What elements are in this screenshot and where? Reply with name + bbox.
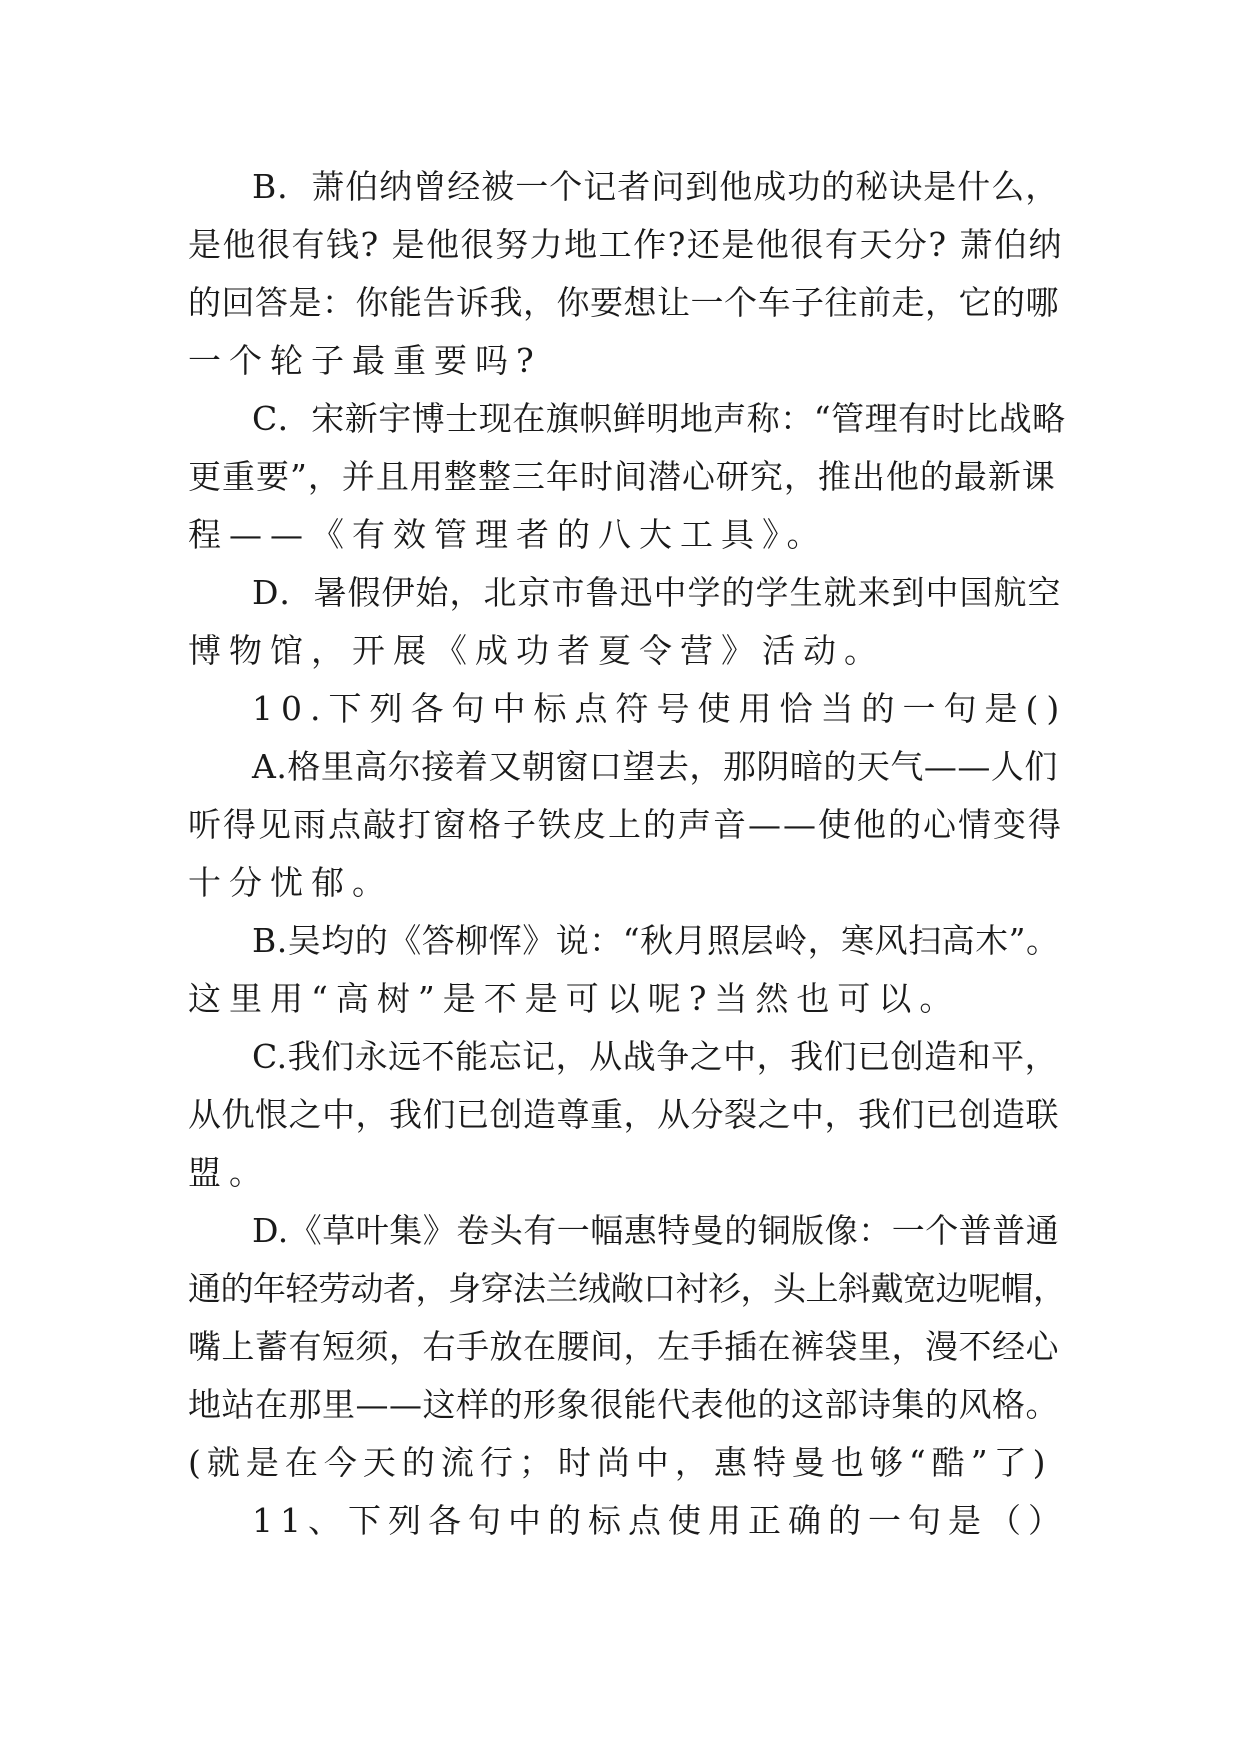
text-line: A.格里高尔接着又朝窗口望去，那阴暗的天气——人们 xyxy=(252,747,1058,786)
text-line: B.吴均的《答柳恽》说：“秋月照层岭，寒风扫高木”。 xyxy=(252,921,1060,960)
document-body xyxy=(188,158,1068,1550)
text-line: 嘴上蓄有短须，右手放在腰间，左手插在裤袋里，漫不经心 xyxy=(188,1327,1059,1366)
text-line: 的回答是：你能告诉我，你要想让一个车子往前走，它的哪 xyxy=(188,283,1059,322)
text-line: 博物馆，开展《成功者夏令营》活动。 xyxy=(188,631,885,670)
text-line: 更重要”，并且用整整三年时间潜心研究，推出他的最新课 xyxy=(188,457,1056,496)
question-heading: 11、下列各句中的标点使用正确的一句是（） xyxy=(252,1501,1068,1540)
text-line: 通的年轻劳动者，身穿法兰绒敞口衬衫，头上斜戴宽边呢帽， xyxy=(188,1269,1066,1308)
text-line: D．暑假伊始，北京市鲁迅中学的学生就来到中国航空 xyxy=(252,573,1062,612)
text-line: 这里用“高树”是不是可以呢?当然也可以。 xyxy=(188,979,961,1018)
text-line: D.《草叶集》卷头有一幅惠特曼的铜版像：一个普普通 xyxy=(252,1211,1060,1250)
text-line: 盟。 xyxy=(188,1153,270,1192)
text-line: (就是在今天的流行；时尚中，惠特曼也够“酷”了) xyxy=(188,1443,1052,1482)
text-line: 听得见雨点敲打窗格子铁皮上的声音——使他的心情变得 xyxy=(188,805,1063,844)
question-heading: 10.下列各句中标点符号使用恰当的一句是() xyxy=(252,689,1068,728)
text-line: C.我们永远不能忘记，从战争之中，我们已创造和平， xyxy=(252,1037,1059,1076)
text-line: 十分忧郁。 xyxy=(188,863,393,902)
text-line: 一个轮子最重要吗? xyxy=(188,341,542,380)
text-line: C．宋新宇博士现在旗帜鲜明地声称：“管理有时比战略 xyxy=(252,399,1066,438)
text-line: 是他很有钱? 是他很努力地工作?还是他很有天分? 萧伯纳 xyxy=(188,225,1064,264)
text-line: 从仇恨之中，我们已创造尊重，从分裂之中，我们已创造联 xyxy=(188,1095,1059,1134)
text-line: 程——《有效管理者的八大工具》。 xyxy=(188,515,828,554)
text-line: B．萧伯纳曾经被一个记者问到他成功的秘诀是什么， xyxy=(252,167,1060,206)
text-line: 地站在那里——这样的形象很能代表他的这部诗集的风格。 xyxy=(188,1385,1059,1424)
